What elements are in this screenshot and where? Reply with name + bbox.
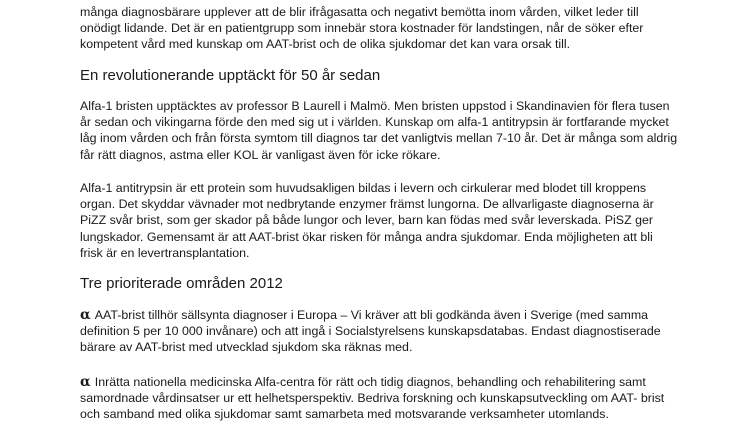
intro-paragraph bbox=[80, 4, 720, 53]
antitrypsin-paragraph bbox=[80, 180, 720, 261]
alpha-bullet-icon: α bbox=[80, 374, 91, 390]
text-line: får rätt diagnos, astma eller KOL är vanligast även för icke rökare. bbox=[80, 147, 441, 162]
section-heading-discovery: En revolutionerande upptäckt för 50 år sedan bbox=[80, 67, 381, 84]
text-line: och samband med olika sjukdomar samt samarbeta med motsvarande verksamheter utomlands. bbox=[80, 407, 609, 422]
discovery-paragraph bbox=[80, 98, 720, 163]
text-line: definition 5 per 10 000 invånare) och att ingå i Socialstyrelsens kunskapsdatabas. Endast diagnostiserade bbox=[80, 324, 661, 339]
text-line: frisk är en levertransplantation. bbox=[80, 245, 250, 260]
item-text: AAT-brist tillhör sällsynta diagnoser i Europa – Vi kräver att bli godkända även i Sverige (med samma bbox=[94, 308, 649, 322]
text-line: lungskador. Gemensamt är att AAT-brist ökar risken för många andra sjukdomar. Enda möjligheten att bli bbox=[80, 229, 653, 244]
item-text: Inrätta nationella medicinska Alfa-centra för rätt och tidig diagnos, behandling och rehabilitering samt bbox=[94, 375, 646, 389]
text-line: Alfa-1 antitrypsin är ett protein som huvudsakligen bildas i levern och cirkulerar med blodet till kroppens bbox=[80, 181, 647, 195]
text-line: kompetent vård med kunskap om AAT-brist och de olika sjukdomar det kan vara orsak till. bbox=[80, 37, 571, 52]
text-line: många diagnosbärare upplever att de blir ifrågasatta och negativt bemötta inom vården, vilket leder till bbox=[80, 5, 639, 19]
section-heading-priorities: Tre prioriterade områden 2012 bbox=[80, 275, 283, 292]
text-line: bärare av AAT-brist med utvecklad sjukdom ska räknas med. bbox=[80, 340, 413, 355]
text-line: onödigt lidande. Det är en patientgrupp som innebär stora kostnader för landstingen, når de söker efter bbox=[80, 21, 644, 36]
text-line bbox=[80, 374, 720, 390]
priority-item-1 bbox=[80, 307, 720, 356]
alpha-bullet-icon: α bbox=[80, 307, 91, 323]
text-line: år sedan och vikingarna förde den med sig ut i världen. Kunskap om alfa-1 antitrypsin är fortfarande mycket bbox=[80, 115, 669, 130]
text-line: PiZZ svår brist, som ger skador på både lungor och lever, barn kan födas med svår leverskada. PiSZ ger bbox=[80, 213, 653, 228]
priority-item-2 bbox=[80, 374, 720, 423]
text-line: Alfa-1 bristen upptäcktes av professor B Laurell i Malmö. Men bristen uppstod i Skandinavien för flera tusen bbox=[80, 99, 670, 113]
text-line bbox=[80, 307, 720, 323]
text-line: låg inom vården och från första symtom till diagnos tar det vanligtvis mellan 7-10 år. Det är många som aldrig bbox=[80, 131, 678, 146]
text-line: samordnade vårdinsatser ur ett helhetsperspektiv. Bedriva forskning och kunskapsutveckling om AAT- brist bbox=[80, 391, 665, 406]
text-line: organ. Det skyddar vävnader mot nedbrytande enzymer främst lungorna. De allvarligaste diagnoserna är bbox=[80, 197, 654, 212]
